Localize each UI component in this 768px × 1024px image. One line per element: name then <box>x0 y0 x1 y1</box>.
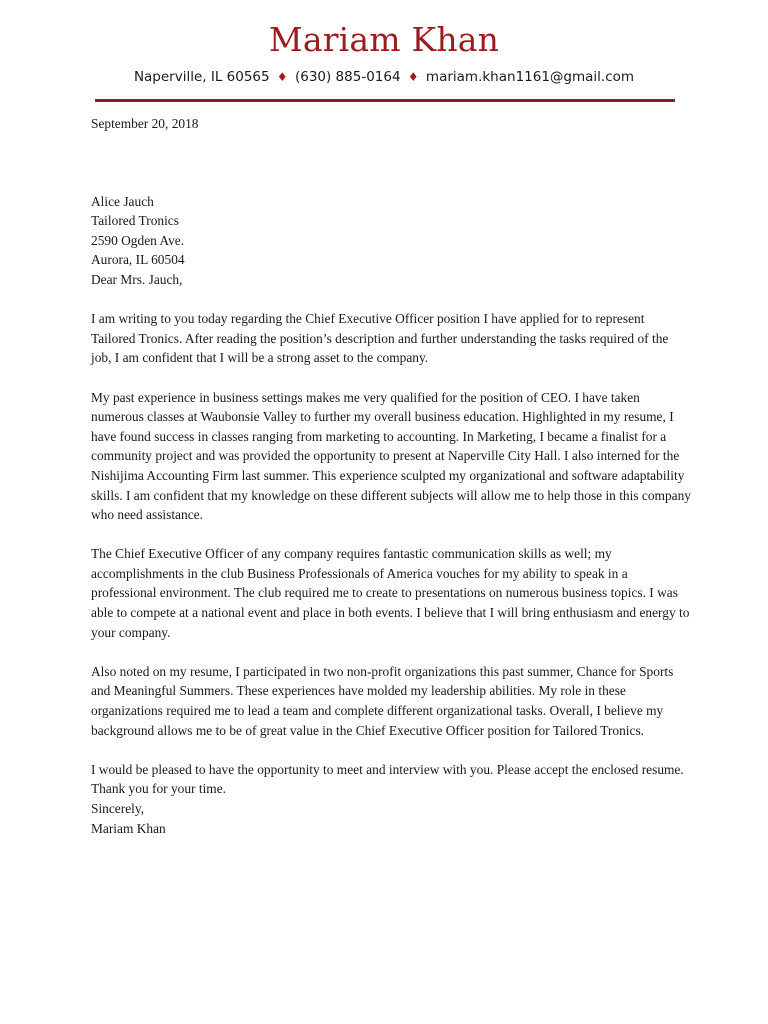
contact-email: mariam.khan1161@gmail.com <box>425 69 635 85</box>
applicant-name-heading: Mariam Khan <box>268 20 500 59</box>
header-divider <box>95 99 675 102</box>
signature-name: Mariam Khan <box>91 820 166 836</box>
paragraph-intro: I am writing to you today regarding the Chief Executive Officer position I have applied for to represent Tailored Tronics. After reading the position’s description and further understanding the tasks required of the job, I am confident that I will be a strong asset to the company. <box>91 311 669 366</box>
diamond-separator-icon: ♦ <box>276 70 288 84</box>
recipient-name: Alice Jauch <box>91 193 154 209</box>
paragraph-communication: The Chief Executive Officer of any company requires fantastic communication skills as well; my accomplishments in the club Business Professionals of America vouches for my ability to speak in a professional environment. The club required me to create to presentations on numerous business topics. I was able to compete at a national event and place in both events. I believe that I will bring enthusiasm and energy to your company. <box>91 546 690 640</box>
salutation: Dear Mrs. Jauch, <box>91 271 183 287</box>
recipient-company: Tailored Tronics <box>91 213 179 229</box>
recipient-street: 2590 Ogden Ave. <box>91 232 185 248</box>
recipient-address <box>91 192 691 270</box>
contact-location: Naperville, IL 60565 <box>133 69 270 85</box>
letter-date: September 20, 2018 <box>91 116 199 131</box>
diamond-separator-icon: ♦ <box>407 70 419 84</box>
contact-info <box>0 66 768 88</box>
letter-body <box>91 114 691 838</box>
contact-phone: (630) 885-0164 <box>294 69 401 85</box>
recipient-city: Aurora, IL 60504 <box>91 252 185 268</box>
paragraph-leadership: Also noted on my resume, I participated in two non-profit organizations this past summer, Chance for Sports and Meaningful Summers. These experiences have molded my leadership abilities. My role in these organizations required me to lead a team and complete different organizational tasks. Overall, I believe my background allows me to be of great value in the Chief Executive Officer position for Tailored Tronics. <box>91 663 674 738</box>
paragraph-closing: I would be pleased to have the opportunity to meet and interview with you. Please accept the enclosed resume. Thank you for your time. <box>91 761 684 797</box>
closing: Sincerely, <box>91 801 145 816</box>
paragraph-experience: My past experience in business settings makes me very qualified for the position of CEO. I have taken numerous classes at Waubonsie Valley to further my overall business education. Highlighted in my resume, I have found success in classes ranging from marketing to accounting. In Marketing, I became a finalist for a community project and was provided the opportunity to present at Naperville City Hall. I also interned for the Nishijima Accounting Firm last summer. This experience sculpted my organizational and software adaptability skills. I am confident that my knowledge on these different subjects will allow me to help those in this company who need assistance. <box>91 389 691 523</box>
